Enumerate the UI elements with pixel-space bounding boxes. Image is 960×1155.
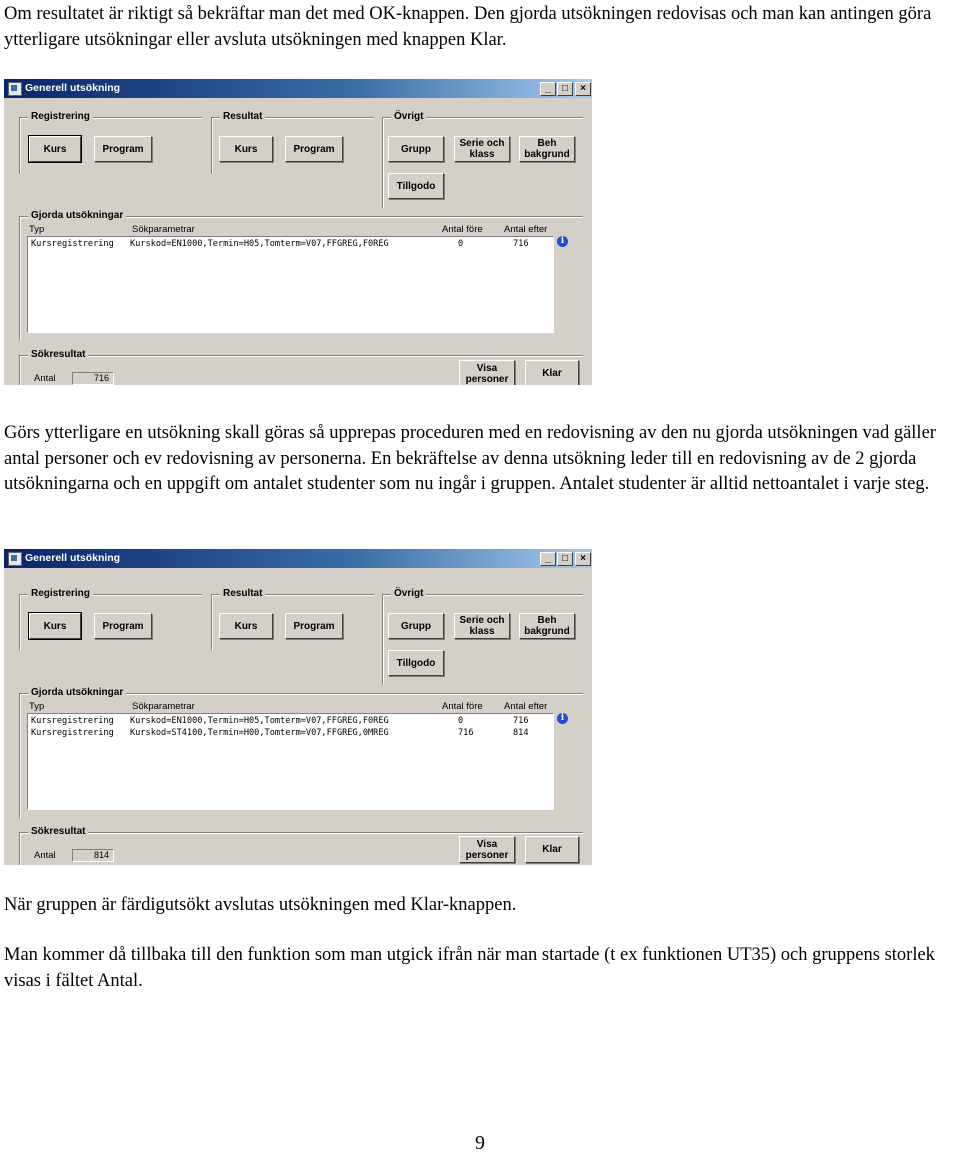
tillgodo-button[interactable]: Tillgodo xyxy=(388,650,444,676)
list-item-fore: 0 xyxy=(458,239,464,249)
visa-personer-button[interactable]: Visa personer xyxy=(459,360,515,385)
list-item-fore: 0 xyxy=(458,716,464,726)
column-header-typ: Typ xyxy=(29,224,45,235)
list-item-param: Kurskod=EN1000,Termin=H05,Tomterm=V07,FFGREG,F0REG xyxy=(130,716,389,726)
window-icon xyxy=(8,552,22,566)
list-item-efter: 716 xyxy=(513,239,529,249)
group-label: Sökresultat xyxy=(28,349,88,360)
intro-paragraph: Om resultatet är riktigt så bekräftar man det med OK-knappen. Den gjorda utsökningen redovisas och man kan antingen göra ytterligare utsökningar eller avsluta utsökningen med knappen Klar. xyxy=(4,4,932,50)
resultat-kurs-button[interactable]: Kurs xyxy=(219,136,273,162)
list-item-efter: 716 xyxy=(513,716,529,726)
group-label: Resultat xyxy=(220,111,265,122)
search-window-screenshot-1 xyxy=(4,79,592,385)
program-button[interactable]: Program xyxy=(94,613,152,639)
title-bar xyxy=(4,79,592,98)
grupp-button[interactable]: Grupp xyxy=(388,136,444,162)
info-icon[interactable]: i xyxy=(557,236,568,247)
column-header-antal-fore: Antal före xyxy=(442,224,483,235)
group-label: Övrigt xyxy=(391,588,426,599)
page-number: 9 xyxy=(475,1132,485,1154)
close-button[interactable]: × xyxy=(575,552,591,566)
antal-field: 716 xyxy=(72,372,114,385)
search-window-screenshot-2 xyxy=(4,549,592,865)
list-item-param: Kurskod=ST4100,Termin=H00,Tomterm=V07,FFGREG,0MREG xyxy=(130,728,389,738)
klar-button[interactable]: Klar xyxy=(525,360,579,385)
group-label: Övrigt xyxy=(391,111,426,122)
group-label: Registrering xyxy=(28,588,93,599)
column-header-sokparametrar: Sökparametrar xyxy=(132,701,195,712)
window-title: Generell utsökning xyxy=(25,552,121,564)
grupp-button[interactable]: Grupp xyxy=(388,613,444,639)
list-item-param: Kurskod=EN1000,Termin=H05,Tomterm=V07,FFGREG,F0REG xyxy=(130,239,389,249)
antal-label: Antal xyxy=(34,850,56,861)
group-label: Gjorda utsökningar xyxy=(28,687,126,698)
antal-field: 814 xyxy=(72,849,114,862)
tillgodo-button[interactable]: Tillgodo xyxy=(388,173,444,199)
window-title: Generell utsökning xyxy=(25,82,121,94)
group-label: Sökresultat xyxy=(28,826,88,837)
resultat-program-button[interactable]: Program xyxy=(285,613,343,639)
info-icon[interactable]: i xyxy=(557,713,568,724)
close-button[interactable]: × xyxy=(575,82,591,96)
program-button[interactable]: Program xyxy=(94,136,152,162)
column-header-sokparametrar: Sökparametrar xyxy=(132,224,195,235)
title-bar xyxy=(4,549,592,568)
repeat-procedure-paragraph: Görs ytterligare en utsökning skall göras så upprepas proceduren med en redovisning av den nu gjorda utsökningen vad gäller antal personer och ev redovisning av personerna. En bekräftelse av denna utsökning leder till en redovisning av de 2 gjorda utsökningarna och en uppgift om antalet studenter som nu ingår i gruppen. Antalet studenter är alltid nettoantalet i varje steg. xyxy=(4,423,936,494)
list-item-typ[interactable]: Kursregistrering xyxy=(31,716,114,726)
minimize-button[interactable]: _ xyxy=(540,552,556,566)
maximize-button[interactable]: □ xyxy=(557,552,573,566)
beh-bakgrund-button[interactable]: Beh bakgrund xyxy=(519,613,575,639)
kurs-button[interactable]: Kurs xyxy=(29,136,81,162)
column-header-antal-fore: Antal före xyxy=(442,701,483,712)
antal-label: Antal xyxy=(34,373,56,384)
resultat-program-button[interactable]: Program xyxy=(285,136,343,162)
minimize-button[interactable]: _ xyxy=(540,82,556,96)
group-label: Registrering xyxy=(28,111,93,122)
searches-list[interactable] xyxy=(27,236,554,333)
list-item[interactable]: Kursregistrering xyxy=(31,239,114,249)
column-header-antal-efter: Antal efter xyxy=(504,701,548,712)
window-icon xyxy=(8,82,22,96)
beh-bakgrund-button[interactable]: Beh bakgrund xyxy=(519,136,575,162)
list-item-fore: 716 xyxy=(458,728,474,738)
group-label: Gjorda utsökningar xyxy=(28,210,126,221)
serie-och-klass-button[interactable]: Serie och klass xyxy=(454,136,510,162)
group-label: Resultat xyxy=(220,588,265,599)
list-item-efter: 814 xyxy=(513,728,529,738)
return-paragraph: Man kommer då tillbaka till den funktion som man utgick ifrån när man startade (t ex funktionen UT35) och gruppens storlek visas i fältet Antal. xyxy=(4,945,935,991)
resultat-kurs-button[interactable]: Kurs xyxy=(219,613,273,639)
finish-paragraph: När gruppen är färdigutsökt avslutas utsökningen med Klar-knappen. xyxy=(4,895,517,915)
klar-button[interactable]: Klar xyxy=(525,836,579,863)
column-header-antal-efter: Antal efter xyxy=(504,224,548,235)
column-header-typ: Typ xyxy=(29,701,45,712)
maximize-button[interactable]: □ xyxy=(557,82,573,96)
searches-list[interactable] xyxy=(27,713,554,810)
list-item-typ[interactable]: Kursregistrering xyxy=(31,728,114,738)
visa-personer-button[interactable]: Visa personer xyxy=(459,836,515,863)
kurs-button[interactable]: Kurs xyxy=(29,613,81,639)
serie-och-klass-button[interactable]: Serie och klass xyxy=(454,613,510,639)
